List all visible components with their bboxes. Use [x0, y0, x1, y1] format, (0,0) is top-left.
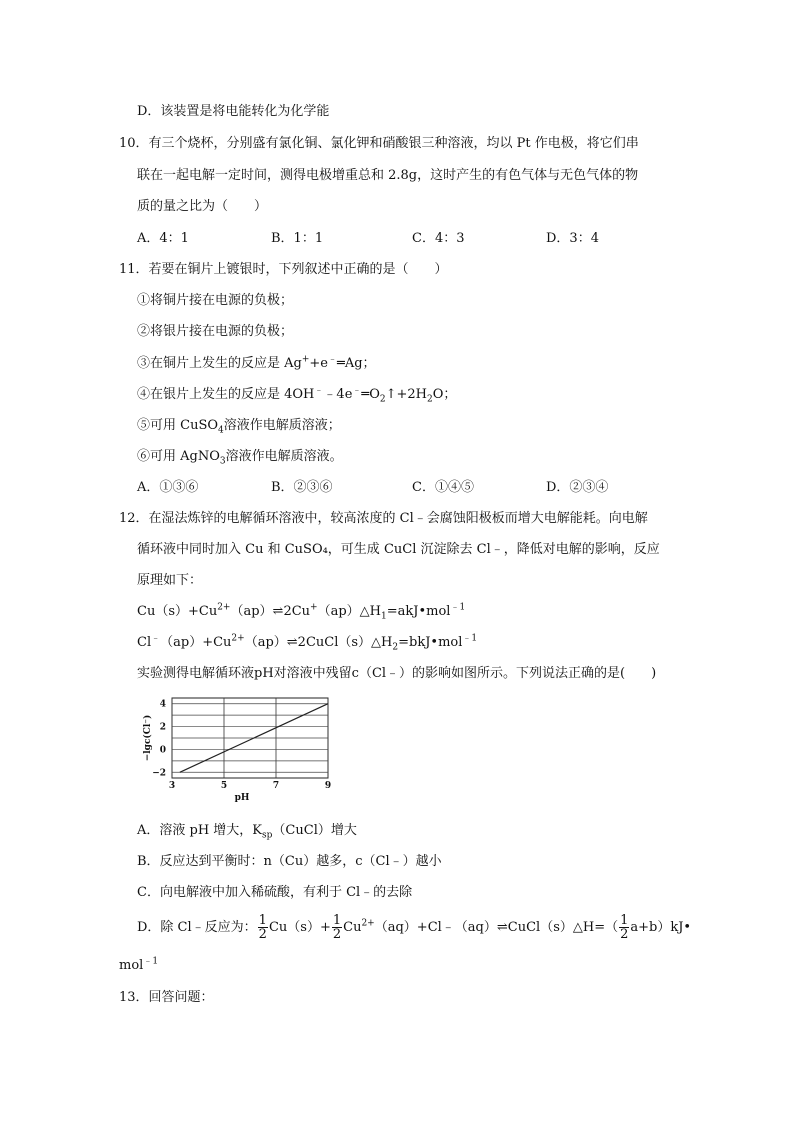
q12-option-b: B．反应达到平衡时：n（Cu）越多，c（Cl﹣）越小 — [137, 854, 442, 869]
q11-statement-3: ③在铜片上发生的反应是 Ag++e﹣═Ag； — [137, 354, 376, 371]
y-tick-label: 0 — [159, 745, 166, 756]
y-tick-label: 4 — [159, 699, 166, 710]
q12-equation-2: $Cl^﹣(ap)+Cu^{2+}(ap)\rightleftharpoons 2CuCl(s)\triangle H_2=bkJ•mol^{﹣1}$ — [137, 633, 478, 653]
q12-option-d: D．除 Cl﹣反应为： $\frac{1}{2}$ Cu（s）+ $\frac{1}{2}$ $Cu^{2+}(aq)+Cl﹣(aq)\rightleftharpoons CuCl(s)\triangle H=$（ $\frac{1}{2}$ a+b）kJ• — [137, 913, 692, 942]
x-tick-label: 7 — [272, 781, 280, 791]
q11-option-b: B．②③⑥ — [271, 480, 333, 495]
fraction-half-1: $\frac{1}{2}$ — [258, 913, 267, 942]
q12-stem-line4: 实验测得电解循环液pH对溶液中残留c（Cl﹣）的影响如图所示。下列说法正确的是( ) — [137, 666, 657, 681]
x-tick-label: 3 — [168, 781, 176, 791]
q10-option-c: C．4：3 — [412, 231, 465, 246]
q11-statement-2: ②将银片接在电源的负极； — [137, 324, 294, 339]
x-tick-label: 5 — [220, 781, 228, 791]
x-axis-label: pH — [234, 793, 250, 803]
q10-option-a: A．4：1 — [137, 231, 189, 246]
q9-option-d: D．该装置是将电能转化为化学能 — [137, 104, 330, 119]
q11-stem: 11．若要在铜片上镀银时，下列叙述中正确的是（ ） — [119, 262, 448, 277]
q10-option-d: D．3：4 — [546, 231, 599, 246]
fraction-half-3: $\frac{1}{2}$ — [620, 913, 629, 942]
q10-stem-line3: 质的量之比为（ ） — [137, 199, 268, 214]
fraction-half-2: $\frac{1}{2}$ — [332, 913, 342, 942]
q11-statement-5: ⑤可用 CuSO$_4$溶液作电解质溶液； — [137, 418, 341, 436]
ph-chloride-chart — [138, 692, 338, 804]
y-axis-label: −lgc(Cl⁻) — [143, 714, 153, 762]
q10-stem-line1: 10．有三个烧杯，分别盛有氯化铜、氯化钾和硝酸银三种溶液，均以 Pt 作电极，将它们串 — [119, 136, 639, 151]
q12-option-c: C．向电解液中加入稀硫酸，有利于 Cl﹣的去除 — [137, 885, 413, 900]
q10-option-b: B．1：1 — [271, 231, 324, 246]
q11-statement-4: ④在银片上发生的反应是 $4OH^﹣﹣4e^﹣═O_2↑+2H_2O$； — [137, 385, 457, 405]
y-tick-label: −2 — [152, 768, 166, 779]
q11-statement-6: ⑥可用 AgNO$_3$溶液作电解质溶液。 — [137, 449, 343, 467]
q12-stem-line1: 12．在湿法炼锌的电解循环溶液中，较高浓度的 Cl﹣会腐蚀阳极板而增大电解能耗。向电解 — [119, 511, 648, 526]
y-tick-label: 2 — [159, 722, 166, 733]
x-tick-label: 9 — [324, 781, 332, 791]
q12-equation-1: $Cu(s)+Cu^{2+}(ap)\rightleftharpoons 2Cu^+(ap)\triangle H_1=akJ•mol^{﹣1}$ — [137, 602, 466, 622]
q12-stem-line3: 原理如下： — [137, 573, 203, 588]
q12-option-a: A．溶液 pH 增大，$K_{sp}(CuCl)$增大 — [137, 823, 357, 841]
q11-statement-1: ①将铜片接在电源的负极； — [137, 293, 294, 308]
q11-option-d: D．②③④ — [546, 480, 609, 495]
q11-option-c: C．①④⑤ — [412, 480, 474, 495]
q10-stem-line2: 联在一起电解一定时间，测得电极增重总和 2.8g，这时产生的有色气体与无色气体的物 — [137, 168, 639, 183]
q11-option-a: A．①③⑥ — [137, 480, 199, 495]
q12-option-d-continued: mol$^{﹣1}$ — [119, 956, 159, 973]
q12-stem-line2: 循环液中同时加入 Cu 和 CuSO₄，可生成 CuCl 沉淀除去 Cl﹣，降低对电解的影响，反应 — [137, 542, 660, 557]
q13-stem: 13．回答问题： — [119, 990, 214, 1005]
